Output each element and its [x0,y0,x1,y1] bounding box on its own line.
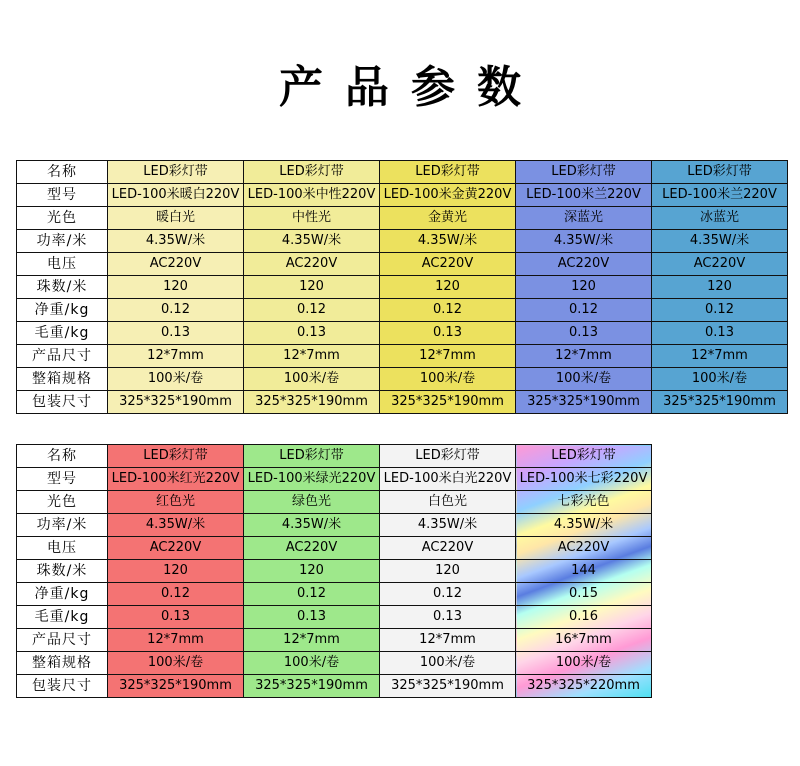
table-cell: 中性光 [244,207,380,230]
table-cell: LED-100米红光220V [108,468,244,491]
table-cell: 325*325*190mm [244,675,380,698]
table-cell: LED彩灯带 [108,161,244,184]
table-row [17,491,652,514]
table-cell: LED-100米兰220V [516,184,652,207]
table-row [17,652,652,675]
table-cell: LED-100米七彩220V [516,468,652,491]
table-cell: 4.35W/米 [380,230,516,253]
table-cell: 100米/卷 [516,368,652,391]
row-label: 功率/米 [17,514,108,537]
table-row [17,368,788,391]
table-cell: 0.13 [244,322,380,345]
table-row [17,230,788,253]
row-label: 电压 [17,537,108,560]
table-cell: 红色光 [108,491,244,514]
table-cell: 100米/卷 [108,368,244,391]
table-cell: LED彩灯带 [380,161,516,184]
table-cell: 0.12 [108,583,244,606]
table-cell: 绿色光 [244,491,380,514]
row-label: 整箱规格 [17,368,108,391]
table-row [17,583,652,606]
table-row [17,299,788,322]
table-cell: 0.12 [380,299,516,322]
table-cell: 325*325*190mm [652,391,788,414]
table-cell: 0.16 [516,606,652,629]
table-cell: 七彩光色 [516,491,652,514]
row-label: 净重/kg [17,299,108,322]
table-cell: 0.13 [380,322,516,345]
table-cell: 12*7mm [244,629,380,652]
table-cell: 12*7mm [108,629,244,652]
table-cell: 325*325*190mm [516,391,652,414]
table-cell: LED-100米中性220V [244,184,380,207]
table-cell: 0.15 [516,583,652,606]
row-label: 电压 [17,253,108,276]
table-cell: 0.13 [108,606,244,629]
table-cell: 4.35W/米 [108,230,244,253]
table-row [17,276,788,299]
table-cell: 120 [108,560,244,583]
table-cell: AC220V [108,537,244,560]
table-row [17,391,788,414]
table-cell: 0.12 [516,299,652,322]
table-cell: 12*7mm [108,345,244,368]
table-row [17,253,788,276]
table-cell: 120 [652,276,788,299]
table-cell: 0.13 [108,322,244,345]
table-cell: LED-100米绿光220V [244,468,380,491]
row-label: 产品尺寸 [17,345,108,368]
table-cell: 120 [380,560,516,583]
table-cell: 12*7mm [652,345,788,368]
table-cell: 100米/卷 [244,368,380,391]
row-label: 型号 [17,184,108,207]
table-cell: 金黄光 [380,207,516,230]
table-row [17,606,652,629]
table-cell: LED彩灯带 [244,161,380,184]
row-label: 功率/米 [17,230,108,253]
table-cell: 4.35W/米 [516,514,652,537]
table-cell: 0.12 [108,299,244,322]
row-label: 名称 [17,161,108,184]
table-cell: AC220V [516,537,652,560]
row-label: 净重/kg [17,583,108,606]
table-cell: AC220V [244,253,380,276]
table-row [17,514,652,537]
table-cell: 120 [244,560,380,583]
spec-table-2 [16,444,652,698]
table-row [17,675,652,698]
table-row [17,207,788,230]
page-title: 产品参数 [279,62,543,113]
table-cell: 0.13 [380,606,516,629]
spec-table-1 [16,160,788,414]
table-row [17,468,652,491]
row-label: 整箱规格 [17,652,108,675]
table-cell: LED彩灯带 [108,445,244,468]
table-cell: 325*325*190mm [244,391,380,414]
table-cell: 100米/卷 [380,368,516,391]
table-cell: 0.12 [244,299,380,322]
table-cell: 16*7mm [516,629,652,652]
table-cell: 12*7mm [516,345,652,368]
table-cell: 暖白光 [108,207,244,230]
table-cell: 4.35W/米 [652,230,788,253]
table-cell: 100米/卷 [244,652,380,675]
table-cell: AC220V [516,253,652,276]
table-cell: 12*7mm [244,345,380,368]
table-cell: LED-100米暖白220V [108,184,244,207]
table-cell: 120 [516,276,652,299]
table-cell: 白色光 [380,491,516,514]
table-cell: AC220V [244,537,380,560]
table-row [17,345,788,368]
table-cell: 4.35W/米 [244,230,380,253]
table-cell: 4.35W/米 [516,230,652,253]
row-label: 光色 [17,207,108,230]
row-label: 光色 [17,491,108,514]
table-cell: 325*325*190mm [108,675,244,698]
table-cell: 12*7mm [380,345,516,368]
table-cell: 144 [516,560,652,583]
table-cell: AC220V [108,253,244,276]
table-cell: 120 [244,276,380,299]
table-row [17,629,652,652]
table-cell: 325*325*190mm [380,675,516,698]
table-cell: AC220V [380,537,516,560]
table-cell: 100米/卷 [516,652,652,675]
table-cell: LED-100米白光220V [380,468,516,491]
table-cell: LED-100米金黄220V [380,184,516,207]
table-cell: 325*325*190mm [108,391,244,414]
table-cell: AC220V [652,253,788,276]
table-cell: LED彩灯带 [516,161,652,184]
table-cell: 100米/卷 [652,368,788,391]
table-cell: 12*7mm [380,629,516,652]
table-cell: 325*325*190mm [380,391,516,414]
table-cell: 0.13 [516,322,652,345]
table-cell: 4.35W/米 [108,514,244,537]
row-label: 珠数/米 [17,560,108,583]
table-row [17,560,652,583]
row-label: 包装尺寸 [17,391,108,414]
table-row [17,537,652,560]
row-label: 名称 [17,445,108,468]
table-row [17,445,652,468]
table-row [17,161,788,184]
table-cell: LED彩灯带 [244,445,380,468]
table-cell: 0.12 [652,299,788,322]
row-label: 毛重/kg [17,322,108,345]
table-cell: 0.13 [652,322,788,345]
table-cell: 0.12 [380,583,516,606]
table-cell: LED彩灯带 [652,161,788,184]
table-cell: 120 [108,276,244,299]
table-cell: 0.12 [244,583,380,606]
row-label: 产品尺寸 [17,629,108,652]
row-label: 型号 [17,468,108,491]
table-cell: LED彩灯带 [516,445,652,468]
table-cell: 冰蓝光 [652,207,788,230]
table-cell: 325*325*220mm [516,675,652,698]
table-cell: 120 [380,276,516,299]
table-cell: LED彩灯带 [380,445,516,468]
table-cell: 深蓝光 [516,207,652,230]
table-cell: 100米/卷 [380,652,516,675]
table-cell: 100米/卷 [108,652,244,675]
table-cell: LED-100米兰220V [652,184,788,207]
table-cell: AC220V [380,253,516,276]
row-label: 珠数/米 [17,276,108,299]
row-label: 毛重/kg [17,606,108,629]
table-row [17,322,788,345]
table-cell: 4.35W/米 [244,514,380,537]
table-cell: 0.13 [244,606,380,629]
table-cell: 4.35W/米 [380,514,516,537]
table-row [17,184,788,207]
row-label: 包装尺寸 [17,675,108,698]
